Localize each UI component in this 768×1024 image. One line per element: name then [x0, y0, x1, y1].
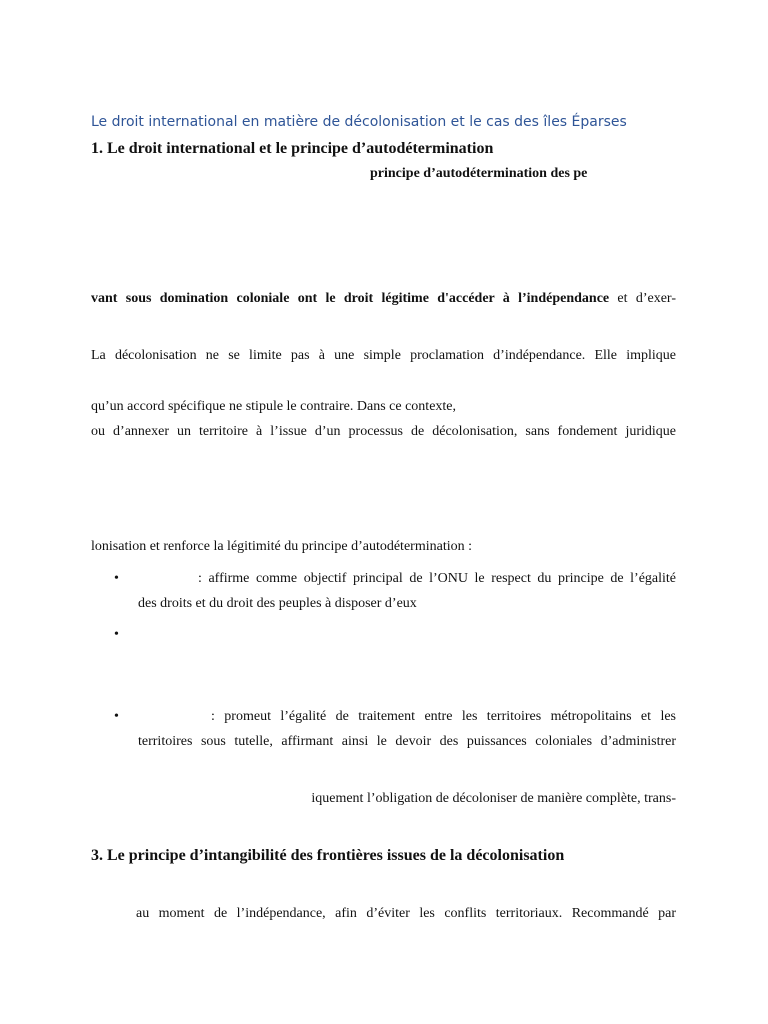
bullet-3: •	[114, 709, 119, 724]
paragraph-1-line	[91, 290, 676, 308]
paragraph-4-line: lonisation et renforce la légitimité du principe d’autodétermination :	[91, 539, 472, 554]
paragraph-1-normal-text: et d’exer-	[609, 291, 676, 306]
bullet-3-line-1: : promeut l’égalité de traitement entre les territoires métropolitains et les	[211, 709, 676, 724]
bullet-1-line-1: : affirme comme objectif principal de l’ONU le respect du principe de l’égalité	[198, 571, 676, 586]
paragraph-5-line: iquement l’obligation de décoloniser de manière complète, trans-	[311, 791, 676, 806]
section-3-line-1: au moment de l’indépendance, afin d’éviter les conflits territoriaux. Recommandé par	[136, 906, 676, 921]
bullet-1: •	[114, 571, 119, 586]
paragraph-1-bold-text: vant sous domination coloniale ont le droit légitime d'accéder à l’indépendance	[91, 291, 610, 306]
bullet-3-line-2: territoires sous tutelle, affirmant ainsi le devoir des puissances coloniales d’administrer	[138, 734, 676, 749]
bullet-2: •	[114, 627, 119, 642]
bullet-1-line-2: des droits et du droit des peuples à disposer d’eux	[138, 596, 417, 611]
paragraph-3-line-1: qu’un accord spécifique ne stipule le contraire. Dans ce contexte,	[91, 399, 457, 414]
paragraph-2-line: La décolonisation ne se limite pas à une simple proclamation d’indépendance. Elle implique	[91, 348, 676, 363]
document-title: Le droit international en matière de décolonisation et le cas des îles Éparses	[91, 114, 627, 130]
paragraph-3-line-2: ou d’annexer un territoire à l’issue d’un processus de décolonisation, sans fondement juridique	[91, 424, 676, 439]
section-1-heading: 1. Le droit international et le principe d’autodétermination	[91, 140, 494, 157]
section-1-bold-fragment: principe d’autodétermination des pe	[370, 166, 588, 181]
section-3-heading: 3. Le principe d’intangibilité des frontières issues de la décolonisation	[91, 847, 565, 864]
